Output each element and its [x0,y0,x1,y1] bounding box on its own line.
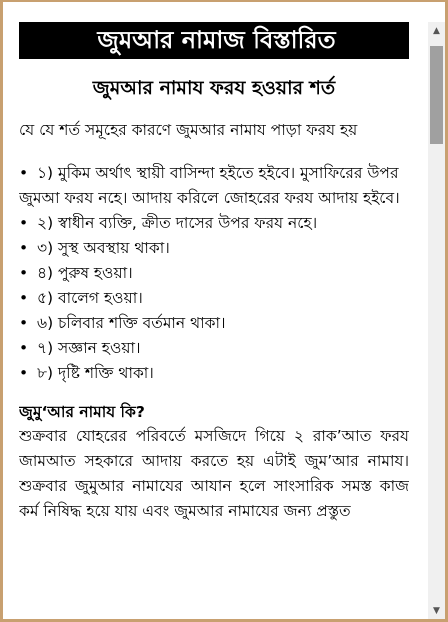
list-item [19,161,409,211]
list-item [19,286,409,311]
down-arrow-icon: ▼ [433,605,440,616]
list-item-text: ১) মুকিম অর্থাৎ স্থায়ী বাসিন্দা হইতে হইবে। মুসাফিরের উপর জুমআ ফরয নহে। আদায় করিলে জোহরের ফরয আদায় হইবে। [19,164,400,207]
section-subtitle: জুমআর নামায ফরয হওয়ার শর্ত [92,77,336,99]
bullet-icon: • [19,289,29,307]
page-title: জুমআর নামাজ বিস্তারিত [19,22,409,59]
list-item [19,211,409,236]
bullet-icon: • [19,239,29,257]
list-item-text: ৩) সুস্থ অবস্থায় থাকা। [37,239,170,257]
list-item-text: ৬) চলিবার শক্তি বর্তমান থাকা। [37,314,226,332]
list-item [19,311,409,336]
list-item [19,261,409,286]
article-content [19,22,409,619]
scroll-thumb[interactable] [430,46,443,144]
bullet-icon: • [19,214,29,232]
bullet-icon: • [19,314,29,332]
list-item-text: ৫) বালেগ হওয়া। [37,289,143,307]
list-item [19,361,409,386]
section-paragraph: শুক্রবার যোহরের পরিবর্তে মসজিদে গিয়ে ২ রাক’আত ফরয জামআত সহকারে আদায় করতে হয় এটাই জুম’আর নামায। শুক্রবার জুমুআর নামাযের আযান হলে সাংসারিক সমস্ত কাজ কর্ম নিষিদ্ধ হয়ে যায় এবং জুমআর নামাযের জন্য প্রস্তুত [19,427,409,520]
list-item-text: ৮) দৃষ্টি শক্তি থাকা। [37,364,154,382]
list-item-text: ৪) পুরুষ হওয়া। [37,264,133,282]
scroll-up-button[interactable] [428,22,445,39]
up-arrow-icon: ▲ [433,25,440,36]
bullet-icon: • [19,264,29,282]
intro-paragraph: যে যে শর্ত সমূহের কারণে জুমআর নামায পাড়া ফরয হয় [19,121,358,139]
list-item-text: ৭) সজ্ঞান হওয়া। [37,339,141,357]
list-item [19,236,409,261]
bullet-icon: • [19,364,29,382]
list-item-text: ২) স্বাধীন ব্যক্তি, ক্রীত দাসের উপর ফরয নহে। [37,214,318,232]
vertical-scrollbar[interactable] [428,22,445,619]
section-heading: জুমু‘আর নামায কি? [19,403,145,421]
bullet-icon: • [19,339,29,357]
bullet-icon: • [19,164,29,182]
scroll-down-button[interactable] [428,602,445,619]
conditions-list [19,161,409,386]
list-item [19,336,409,361]
